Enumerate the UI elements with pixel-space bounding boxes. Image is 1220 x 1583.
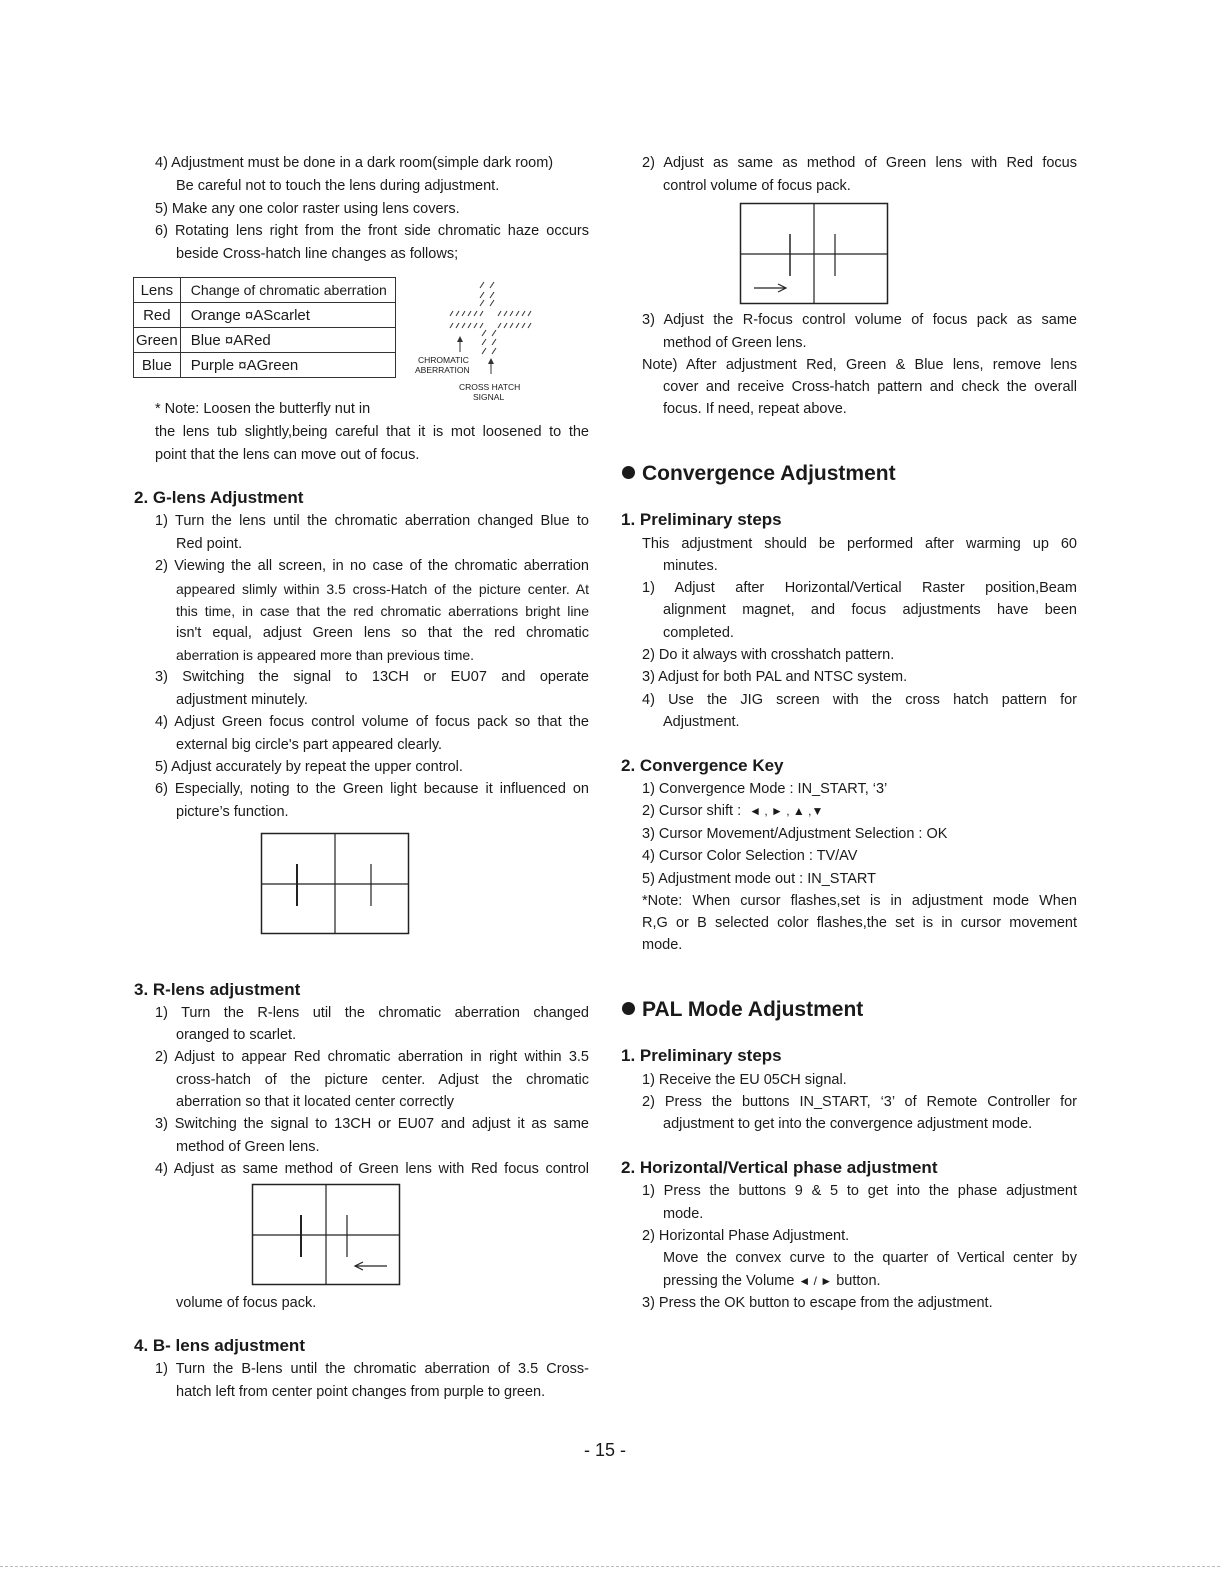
red-lens-diagram <box>251 1183 403 1287</box>
text-line: 3) Switching the signal to 13CH or EU07 and operate <box>155 669 589 685</box>
text-line: 4) Use the JIG screen with the cross hatch pattern for <box>642 692 1077 708</box>
text-line: 2) Adjust to appear Red chromatic aberration in right within 3.5 <box>155 1049 589 1065</box>
text-line: 4) Cursor Color Selection : TV/AV <box>642 848 858 864</box>
text-line: 3) Cursor Movement/Adjustment Selection : OK <box>642 826 948 842</box>
page-bottom-rule <box>0 1566 1220 1567</box>
text-line: control volume of focus pack. <box>663 178 851 194</box>
text-line: Adjustment. <box>663 714 740 730</box>
text-line: 6) Especially, noting to the Green light because it influenced on <box>155 781 589 797</box>
cursor-shift-label: 2) Cursor shift : <box>642 803 742 819</box>
text-line: 3) Adjust for both PAL and NTSC system. <box>642 669 908 685</box>
text-line: This adjustment should be performed after warming up 60 <box>642 536 1077 552</box>
bullet-icon <box>622 1002 635 1015</box>
text-line: external big circle's part appeared clearly. <box>176 737 443 753</box>
text-line: volume of focus pack. <box>176 1295 317 1311</box>
volume-arrows-icon: ◄ / ► <box>798 1274 833 1288</box>
text-line: oranged to scarlet. <box>176 1027 297 1043</box>
text-line: cover and receive Cross-hatch pattern and check the overall <box>663 379 1077 395</box>
text-line: 4) Adjust as same method of Green lens with Red focus control <box>155 1161 589 1177</box>
text-line: this time, in case that the red chromatic aberrations bright line <box>176 603 589 619</box>
note-line: * Note: Loosen the butterfly nut in <box>155 401 371 417</box>
table-cell: Red <box>134 303 181 328</box>
text-line: 1) Turn the lens until the chromatic aberration changed Blue to <box>155 513 589 529</box>
text-line: 1) Receive the EU 05CH signal. <box>642 1072 847 1088</box>
cursor-shift-line <box>642 802 823 820</box>
text-line: aberration so that it located center correctly <box>176 1094 455 1110</box>
text-line: picture’s function. <box>176 804 289 820</box>
pal-heading <box>622 998 863 1022</box>
text-line: 2) Horizontal Phase Adjustment. <box>642 1228 850 1244</box>
table-cell: Blue <box>134 353 181 378</box>
note-line: point that the lens can move out of focus. <box>155 447 420 463</box>
table-row <box>134 303 396 328</box>
section-heading: 4. B- lens adjustment <box>134 1336 305 1355</box>
text-line: 2) Do it always with crosshatch pattern. <box>642 647 895 663</box>
volume-label: pressing the Volume <box>663 1273 795 1289</box>
text-line: focus. If need, repeat above. <box>663 401 847 417</box>
table-header: Change of chromatic aberration <box>180 278 395 303</box>
chromatic-aberration-table <box>133 277 396 378</box>
section-heading: 2. G-lens Adjustment <box>134 488 304 507</box>
note-line: the lens tub slightly,being careful that it is mot loosened to the <box>155 424 589 440</box>
text-line: Red point. <box>176 536 243 552</box>
text-line: minutes. <box>663 558 718 574</box>
text-line: 3) Adjust the R-focus control volume of focus pack as same <box>642 312 1077 328</box>
text-line: method of Green lens. <box>176 1139 320 1155</box>
table-header: Lens <box>134 278 181 303</box>
text-line: Be careful not to touch the lens during adjustment. <box>176 178 500 194</box>
text-line: beside Cross-hatch line changes as follows; <box>176 246 459 262</box>
text-line: alignment magnet, and focus adjustments have been <box>663 602 1077 618</box>
section-heading: 2. Horizontal/Vertical phase adjustment <box>621 1158 938 1177</box>
text-line: cross-hatch of the picture center. Adjust the chromatic <box>176 1072 589 1088</box>
table-row <box>134 353 396 378</box>
text-line: Note) After adjustment Red, Green & Blue lens, remove lens <box>642 357 1077 373</box>
table-cell: Orange ¤AScarlet <box>180 303 395 328</box>
text-line: mode. <box>663 1206 704 1222</box>
text-line: 6) Rotating lens right from the front side chromatic haze occurs <box>155 223 589 239</box>
text-line: isn't equal, adjust Green lens so that the red chromatic <box>176 625 589 641</box>
text-line: 5) Adjustment mode out : IN_START <box>642 871 876 887</box>
convergence-title: Convergence Adjustment <box>642 462 896 485</box>
text-line: 5) Adjust accurately by repeat the upper control. <box>155 759 463 775</box>
text-line: 3) Switching the signal to 13CH or EU07 and adjust it as same <box>155 1116 589 1132</box>
blue-lens-diagram <box>739 202 891 306</box>
text-line: method of Green lens. <box>663 335 807 351</box>
convergence-heading <box>622 462 896 486</box>
text-line: 4) Adjust Green focus control volume of focus pack so that the <box>155 714 589 730</box>
text-line: 3) Press the OK button to escape from the adjustment. <box>642 1295 993 1311</box>
text-line: Move the convex curve to the quarter of Vertical center by <box>663 1250 1077 1266</box>
text-line: 1) Turn the R-lens util the chromatic aberration changed <box>155 1005 589 1021</box>
text-line: 5) Make any one color raster using lens covers. <box>155 201 460 217</box>
diagram-label-chromatic: CHROMATIC <box>418 355 469 365</box>
section-heading: 1. Preliminary steps <box>621 510 782 529</box>
text-line: 1) Turn the B-lens until the chromatic aberration of 3.5 Cross- <box>155 1361 589 1377</box>
page-number: - 15 - <box>583 1440 626 1460</box>
diagram-label-aberration: ABERRATION <box>415 365 470 375</box>
text-line: R,G or B selected color flashes,the set is in cursor movement <box>642 915 1077 931</box>
text-line: appeared slimly within 3.5 cross-Hatch of the picture center. At <box>176 581 589 597</box>
cursor-arrows-icon: ◄ , ► , ▲ ,▼ <box>749 804 824 818</box>
diagram-label-signal: SIGNAL <box>473 392 505 402</box>
text-line: aberration is appeared more than previous time. <box>176 647 475 663</box>
section-heading: 2. Convergence Key <box>621 756 784 775</box>
table-cell: Purple ¤AGreen <box>180 353 395 378</box>
green-lens-diagram <box>260 832 412 936</box>
text-line: 1) Convergence Mode : IN_START, ‘3’ <box>642 781 888 797</box>
text-line: 1) Adjust after Horizontal/Vertical Raster position,Beam <box>642 580 1077 596</box>
diagram-label-cross-hatch: CROSS HATCH <box>459 382 521 392</box>
table-cell: Green <box>134 328 181 353</box>
bullet-icon <box>622 466 635 479</box>
text-line: *Note: When cursor flashes,set is in adjustment mode When <box>642 893 1077 909</box>
section-heading: 3. R-lens adjustment <box>134 980 301 999</box>
table-cell: Blue ¤ARed <box>180 328 395 353</box>
text-line: completed. <box>663 625 734 641</box>
text-line: adjustment minutely. <box>176 692 308 708</box>
text-line: 4) Adjustment must be done in a dark room(simple dark room) <box>155 155 554 171</box>
text-line: 2) Adjust as same as method of Green lens with Red focus <box>642 155 1077 171</box>
section-heading: 1. Preliminary steps <box>621 1046 782 1065</box>
volume-line <box>663 1272 881 1290</box>
text-line: adjustment to get into the convergence adjustment mode. <box>663 1116 1033 1132</box>
text-line: 2) Viewing the all screen, in no case of the chromatic aberration <box>155 558 589 574</box>
text-line: 1) Press the buttons 9 & 5 to get into the phase adjustment <box>642 1183 1077 1199</box>
volume-suffix: button. <box>836 1273 881 1289</box>
text-line: hatch left from center point changes from purple to green. <box>176 1384 546 1400</box>
pal-title: PAL Mode Adjustment <box>642 998 864 1021</box>
text-line: 2) Press the buttons IN_START, ‘3’ of Remote Controller for <box>642 1094 1077 1110</box>
table-row <box>134 328 396 353</box>
text-line: mode. <box>642 937 683 953</box>
table-header-row <box>134 278 396 303</box>
